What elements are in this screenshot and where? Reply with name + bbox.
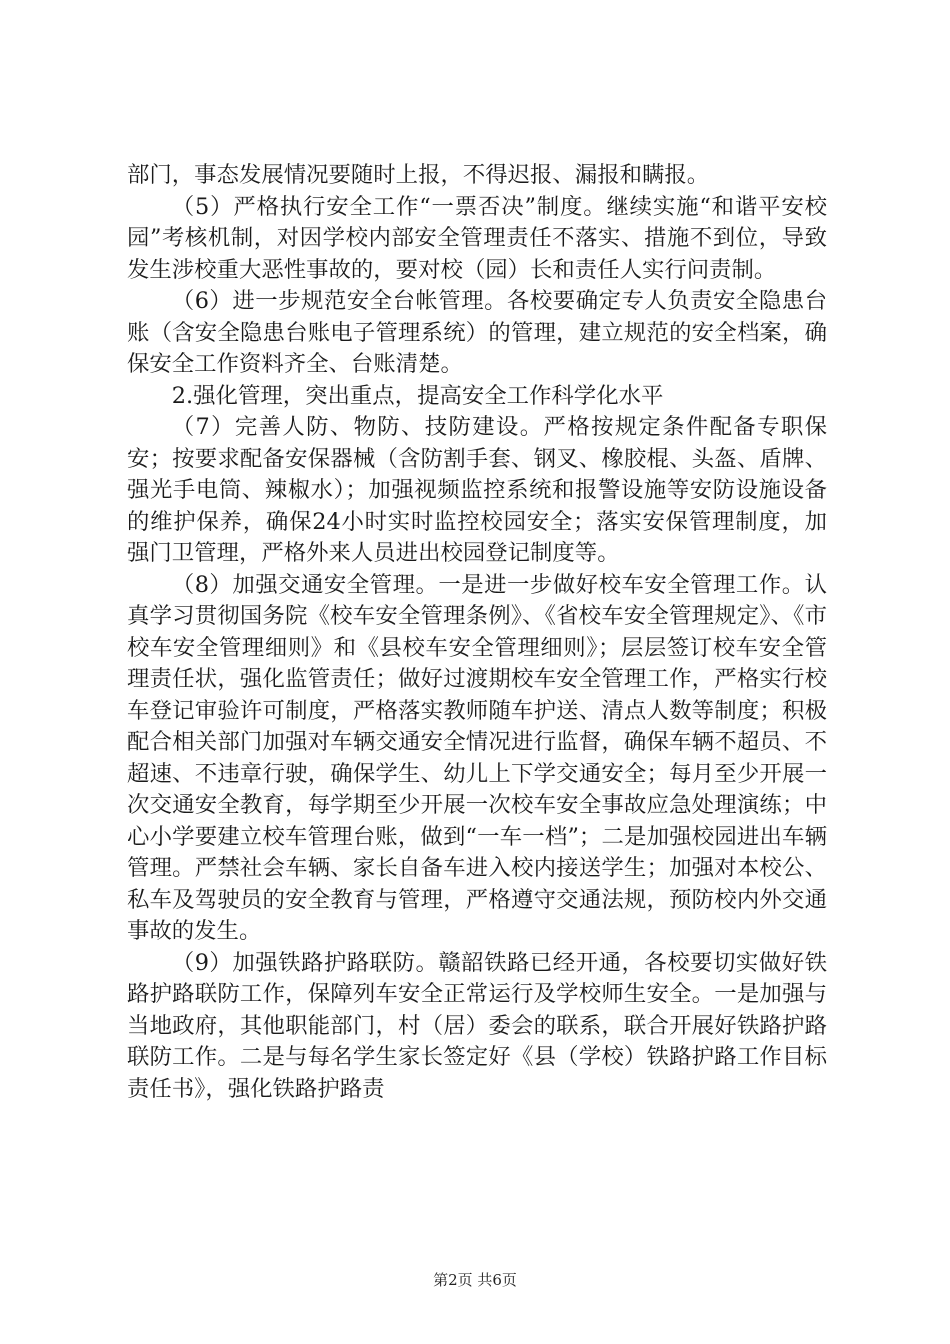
paragraph-continuation: 部门，事态发展情况要随时上报，不得迟报、漏报和瞒报。 bbox=[127, 162, 710, 188]
document-body bbox=[127, 160, 827, 1105]
paragraph-item-9: （9）加强铁路护路联防。赣韶铁路已经开通，各校要切实做好铁路护路联防工作，保障列车安全正常运行及学校师生安全。一是加强与当地政府，其他职能部门，村（居）委会的联系，联合开展好铁路护路联防工作。二是与每名学生家长签定好《县（学校）铁路护路工作目标责任书》，强化铁路护路责 bbox=[127, 949, 827, 1102]
page-footer: 第2页 共6页 bbox=[433, 1271, 517, 1289]
paragraph-item-7: （7）完善人防、物防、技防建设。严格按规定条件配备专职保安；按要求配备安保器械（含防割手套、钢叉、橡胶棍、头盔、盾牌、强光手电筒、辣椒水）；加强视频监控系统和报警设施等安防设施设备的维护保养，确保24小时实时监控校园安全；落实安保管理制度，加强门卫管理，严格外来人员进出校园登记制度等。 bbox=[127, 414, 827, 566]
section-heading-2: 2.强化管理，突出重点，提高安全工作科学化水平 bbox=[171, 382, 664, 409]
paragraph-item-8: （8）加强交通安全管理。一是进一步做好校车安全管理工作。认真学习贯彻国务院《校车安全管理条例》、《省校车安全管理规定》、《市校车安全管理细则》和《县校车安全管理细则》；层层签订校车安全管理责任状，强化监管责任；做好过渡期校车安全管理工作，严格实行校车登记审验许可制度，严格落实教师随车护送、清点人数等制度；积极配合相关部门加强对车辆交通安全情况进行监督，确保车辆不超员、不超速、不违章行驶，确保学生、幼儿上下学交通安全；每月至少开展一次交通安全教育，每学期至少开展一次校车安全事故应急处理演练；中心小学要建立校车管理台账，做到“一车一档”；二是加强校园进出车辆管理。严禁社会车辆、家长自备车进入校内接送学生；加强对本校公、私车及驾驶员的安全教育与管理，严格遵守交通法规，预防校内外交通事故的发生。 bbox=[127, 571, 827, 944]
paragraph-item-5: （5）严格执行安全工作“一票否决”制度。继续实施“和谐平安校园”考核机制，对因学校内部安全管理责任不落实、措施不到位，导致发生涉校重大恶性事故的，要对校（园）长和责任人实行问责制。 bbox=[127, 193, 827, 283]
paragraph-item-6: （6）进一步规范安全台帐管理。各校要确定专人负责安全隐患台账（含安全隐患台账电子管理系统）的管理，建立规范的安全档案，确保安全工作资料齐全、台账清楚。 bbox=[127, 288, 827, 377]
